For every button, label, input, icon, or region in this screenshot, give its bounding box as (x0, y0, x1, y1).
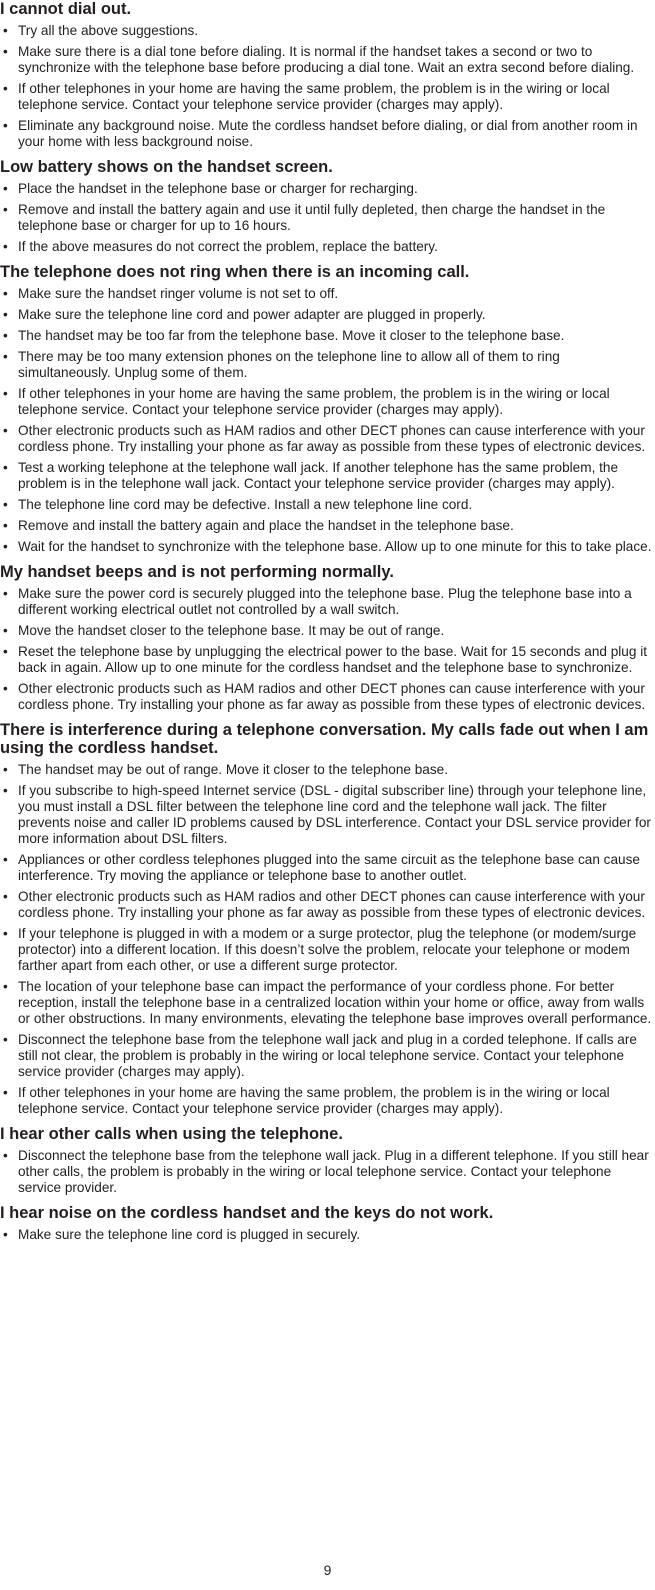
list-item: • Make sure the handset ringer volume is not set to off. (0, 286, 652, 302)
section-hear-other-calls (0, 1125, 652, 1196)
list-item: • Make sure the telephone line cord is plugged in securely. (0, 1227, 652, 1243)
list-item: • Make sure the telephone line cord and power adapter are plugged in properly. (0, 307, 652, 323)
list-item: • Appliances or other cordless telephones plugged into the same circuit as the telephone base can cause interference. Try moving the appliance or telephone base to another outlet. (0, 852, 652, 884)
section-cannot-dial-out (0, 0, 652, 150)
list-item: • Disconnect the telephone base from the telephone wall jack and plug in a corded telephone. If calls are still not clear, the problem is probably in the wiring or local telephone service. Contact your telephone service provider (charges may apply). (0, 1032, 652, 1080)
list-item: • If you subscribe to high-speed Internet service (DSL - digital subscriber line) through your telephone line, you must install a DSL filter between the telephone line cord and the telephone wall jack. The filter prevents noise and caller ID problems caused by DSL interference. Contact your DSL service provider for more information about DSL filters. (0, 783, 652, 847)
section-heading: Low battery shows on the handset screen. (0, 158, 333, 176)
list-item: • Wait for the handset to synchronize with the telephone base. Allow up to one minute for this to take place. (0, 539, 652, 555)
list-item: • If other telephones in your home are having the same problem, the problem is in the wiring or local telephone service. Contact your telephone service provider (charges may apply). (0, 1085, 652, 1117)
section-heading: There is interference during a telephone conversation. My calls fade out when I am using the cordless handset. (0, 721, 649, 757)
list-item: • If your telephone is plugged in with a modem or a surge protector, plug the telephone (or modem/surge protector) into a different location. If this doesn’t solve the problem, relocate your telephone or modem farther apart from each other, or use a different surge protector. (0, 926, 652, 974)
list-item: • Try all the above suggestions. (0, 23, 652, 39)
list-item: • Make sure there is a dial tone before dialing. It is normal if the handset takes a second or two to synchronize with the telephone base before producing a dial tone. Wait an extra second before dialing. (0, 44, 652, 76)
list-item: • Other electronic products such as HAM radios and other DECT phones can cause interference with your cordless phone. Try installing your phone as far away as possible from these types of electronic devices. (0, 681, 652, 713)
list-item: • Move the handset closer to the telephone base. It may be out of range. (0, 623, 652, 639)
section-heading: I hear noise on the cordless handset and the keys do not work. (0, 1204, 494, 1222)
list-item: • Test a working telephone at the telephone wall jack. If another telephone has the same problem, the problem is in the telephone wall jack. Contact your telephone service provider (charges may apply). (0, 460, 652, 492)
list-item: • Disconnect the telephone base from the telephone wall jack. Plug in a different telephone. If you still hear other calls, the problem is probably in the wiring or local telephone service. Contact your telephone service provider. (0, 1148, 652, 1196)
list-item: • Remove and install the battery again and use it until fully depleted, then charge the handset in the telephone base or charger for up to 16 hours. (0, 202, 652, 234)
suggestion-list (0, 286, 652, 555)
suggestion-list (0, 181, 652, 255)
section-handset-beeps (0, 563, 652, 713)
list-item: • There may be too many extension phones on the telephone line to allow all of them to ring simultaneously. Unplug some of them. (0, 349, 652, 381)
list-item: • The telephone line cord may be defective. Install a new telephone line cord. (0, 497, 652, 513)
list-item: • Other electronic products such as HAM radios and other DECT phones can cause interference with your cordless phone. Try installing your phone as far away as possible from these types of electronic devices. (0, 889, 652, 921)
suggestion-list (0, 762, 652, 1117)
section-heading: My handset beeps and is not performing normally. (0, 563, 394, 581)
section-interference (0, 721, 652, 1117)
suggestion-list (0, 1227, 652, 1243)
list-item: • Reset the telephone base by unplugging the electrical power to the base. Wait for 15 seconds and plug it back in again. Allow up to one minute for the cordless handset and the telephone base to synchronize. (0, 644, 652, 676)
page-number: 9 (323, 1562, 332, 1578)
list-item: • Other electronic products such as HAM radios and other DECT phones can cause interference with your cordless phone. Try installing your phone as far away as possible from these types of electronic devices. (0, 423, 652, 455)
list-item: • Remove and install the battery again and place the handset in the telephone base. (0, 518, 652, 534)
list-item: • The location of your telephone base can impact the performance of your cordless phone. For better reception, install the telephone base in a centralized location within your home or office, away from walls or other obstructions. In many environments, elevating the telephone base improves overall performance. (0, 979, 652, 1027)
section-no-ring (0, 263, 652, 555)
list-item: • Make sure the power cord is securely plugged into the telephone base. Plug the telephone base into a different working electrical outlet not controlled by a wall switch. (0, 586, 652, 618)
list-item: • The handset may be too far from the telephone base. Move it closer to the telephone base. (0, 328, 652, 344)
section-noise-keys (0, 1204, 652, 1243)
list-item: • Eliminate any background noise. Mute the cordless handset before dialing, or dial from another room in your home with less background noise. (0, 118, 652, 150)
section-heading: I hear other calls when using the telephone. (0, 1125, 343, 1143)
suggestion-list (0, 23, 652, 150)
section-heading: The telephone does not ring when there is an incoming call. (0, 263, 470, 281)
list-item: • Place the handset in the telephone base or charger for recharging. (0, 181, 652, 197)
suggestion-list (0, 586, 652, 713)
list-item: • If other telephones in your home are having the same problem, the problem is in the wiring or local telephone service. Contact your telephone service provider (charges may apply). (0, 81, 652, 113)
list-item: • If other telephones in your home are having the same problem, the problem is in the wiring or local telephone service. Contact your telephone service provider (charges may apply). (0, 386, 652, 418)
section-heading: I cannot dial out. (0, 0, 132, 18)
list-item: • If the above measures do not correct the problem, replace the battery. (0, 239, 652, 255)
suggestion-list (0, 1148, 652, 1196)
section-low-battery (0, 158, 652, 255)
list-item: • The handset may be out of range. Move it closer to the telephone base. (0, 762, 652, 778)
